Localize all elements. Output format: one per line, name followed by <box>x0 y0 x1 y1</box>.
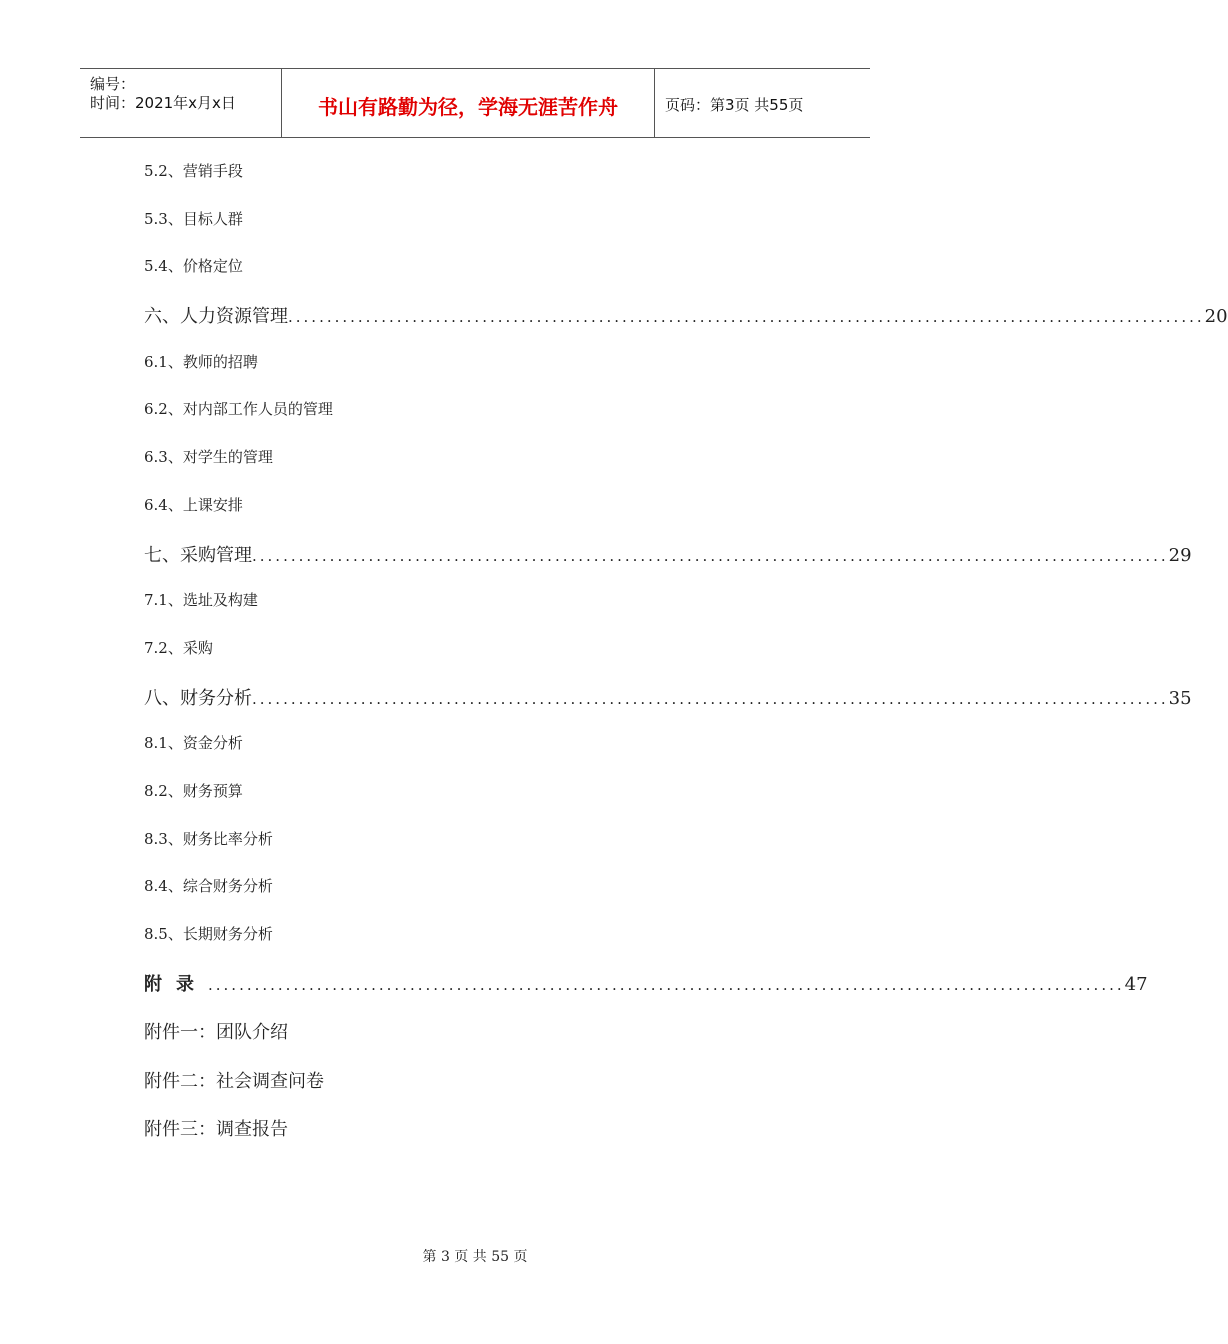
toc-entry-6-4: 6.4、上课安排 <box>144 496 243 514</box>
toc-chapter-title: 六、人力资源管理 <box>144 306 288 327</box>
toc-chapter-7 <box>144 541 1192 567</box>
toc-leader-dots: ...................................................................................................................... <box>288 308 1205 326</box>
toc-attachment-3: 附件三：调查报告 <box>144 1119 288 1140</box>
toc-entry-8-2: 8.2、财务预算 <box>144 782 243 800</box>
header-page-info: 页码：第3页 共55页 <box>665 96 804 114</box>
toc-entry-6-3: 6.3、对学生的管理 <box>144 448 273 466</box>
serial-number-label: 编号： <box>90 75 136 93</box>
toc-appendix <box>144 970 1148 996</box>
toc-leader-dots: ...................................................................................................................... <box>208 976 1125 994</box>
toc-attachment-2: 附件二：社会调查问卷 <box>144 1071 324 1092</box>
toc-chapter-6 <box>144 302 1228 328</box>
header-motto: 书山有路勤为径，学海无涯苦作舟 <box>318 95 618 119</box>
toc-entry-8-5: 8.5、长期财务分析 <box>144 925 273 943</box>
toc-entry-5-2: 5.2、营销手段 <box>144 162 243 180</box>
toc-leader-dots: ...................................................................................................................... <box>252 547 1169 565</box>
toc-chapter-8 <box>144 684 1192 710</box>
page-footer: 第 3 页 共 55 页 <box>422 1249 528 1265</box>
toc-chapter-title: 八、财务分析 <box>144 688 252 709</box>
toc-entry-8-3: 8.3、财务比率分析 <box>144 830 273 848</box>
toc-page-number: 29 <box>1168 545 1192 566</box>
toc-page-number: 20 <box>1204 306 1228 327</box>
date-label: 时间：2021年x月x日 <box>90 94 236 112</box>
toc-attachment-1: 附件一：团队介绍 <box>144 1022 288 1043</box>
toc-appendix-title: 附录 <box>144 974 208 995</box>
toc-entry-8-4: 8.4、综合财务分析 <box>144 877 273 895</box>
toc-entry-6-2: 6.2、对内部工作人员的管理 <box>144 400 333 418</box>
toc-leader-dots: ...................................................................................................................... <box>252 690 1169 708</box>
toc-chapter-title: 七、采购管理 <box>144 545 252 566</box>
toc-entry-5-4: 5.4、价格定位 <box>144 257 243 275</box>
toc-entry-8-1: 8.1、资金分析 <box>144 734 243 752</box>
toc-entry-7-2: 7.2、采购 <box>144 639 213 657</box>
toc-page-number: 35 <box>1168 688 1192 709</box>
toc-page-number: 47 <box>1124 974 1148 995</box>
toc-entry-5-3: 5.3、目标人群 <box>144 210 243 228</box>
toc-entry-7-1: 7.1、选址及构建 <box>144 591 258 609</box>
toc-entry-6-1: 6.1、教师的招聘 <box>144 353 258 371</box>
